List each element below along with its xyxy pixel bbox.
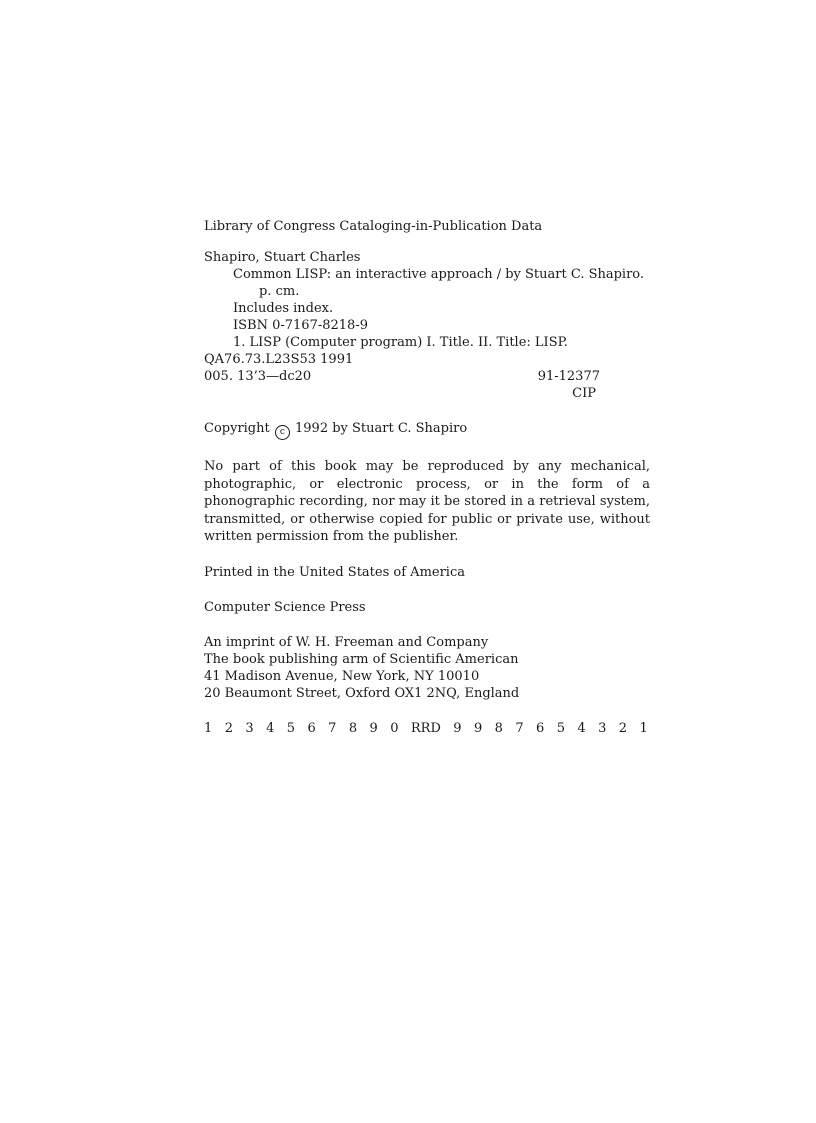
printing-number: 4 xyxy=(577,720,586,736)
cip-lccn: 91-12377 xyxy=(537,369,600,384)
printing-number: 2 xyxy=(618,720,628,736)
printing-number: 6 xyxy=(536,720,545,736)
cip-title: Common LISP: an interactive approach / by Stuart C. Shapiro. xyxy=(233,267,645,282)
printer-code: RRD xyxy=(410,720,441,736)
cip-dewey: 005. 13’3—dc20 xyxy=(204,369,312,384)
printed-in: Printed in the United States of America xyxy=(204,564,465,580)
copyright-symbol-icon: c xyxy=(275,425,290,440)
printing-number: 7 xyxy=(515,720,524,736)
cip-classification-row xyxy=(204,368,600,385)
printing-number: 7 xyxy=(328,720,337,736)
rights-paragraph: No part of this book may be reproduced by any mechanical, photographic, or electronic process, or in the form of a phonographic recording, nor may it be stored in a retrieval system, transmitted, or otherwise copied for public or private use, without written permission from the publisher. xyxy=(204,459,650,544)
printing-number: 8 xyxy=(348,720,358,736)
printing-number: 2 xyxy=(224,720,233,736)
cip-lc-call-number: QA76.73.L23S53 1991 xyxy=(204,352,354,367)
printing-number: 8 xyxy=(494,720,503,736)
imprint-line: 20 Beaumont Street, Oxford OX1 2NQ, England xyxy=(204,685,520,701)
cip-subjects: 1. LISP (Computer program) I. Title. II. Title: LISP. xyxy=(233,335,568,350)
publisher-name: Computer Science Press xyxy=(204,599,366,615)
printing-number: 5 xyxy=(286,720,296,736)
cip-isbn: ISBN 0-7167-8218-9 xyxy=(233,318,368,333)
copyright-line xyxy=(204,420,650,440)
printing-number: 4 xyxy=(266,720,275,736)
cip-index-note: Includes index. xyxy=(233,301,334,316)
printing-number: 0 xyxy=(390,720,399,736)
printing-number: 9 xyxy=(369,720,378,736)
printing-number: 9 xyxy=(453,720,462,736)
printing-number: 3 xyxy=(598,720,607,736)
cip-pages: p. cm. xyxy=(259,284,300,299)
cip-author: Shapiro, Stuart Charles xyxy=(204,250,361,265)
printing-number: 6 xyxy=(307,720,316,736)
imprint-line: The book publishing arm of Scientific American xyxy=(204,651,519,667)
printing-number: 5 xyxy=(556,720,565,736)
copyright-page xyxy=(204,218,650,737)
cip-label: CIP xyxy=(572,386,596,401)
imprint-line: An imprint of W. H. Freeman and Company xyxy=(204,634,489,650)
printing-number: 9 xyxy=(473,720,483,736)
imprint-line: 41 Madison Avenue, New York, NY 10010 xyxy=(204,668,480,684)
copyright-holder: 1992 by Stuart C. Shapiro xyxy=(295,421,468,436)
printing-number: 1 xyxy=(639,720,648,736)
printing-number: 3 xyxy=(245,720,254,736)
imprint-block xyxy=(204,634,650,702)
copyright-prefix: Copyright xyxy=(204,421,270,436)
cip-header: Library of Congress Cataloging-in-Publication Data xyxy=(204,219,543,234)
printing-line xyxy=(204,720,648,737)
cip-block xyxy=(204,249,650,402)
printing-number: 1 xyxy=(204,720,213,736)
